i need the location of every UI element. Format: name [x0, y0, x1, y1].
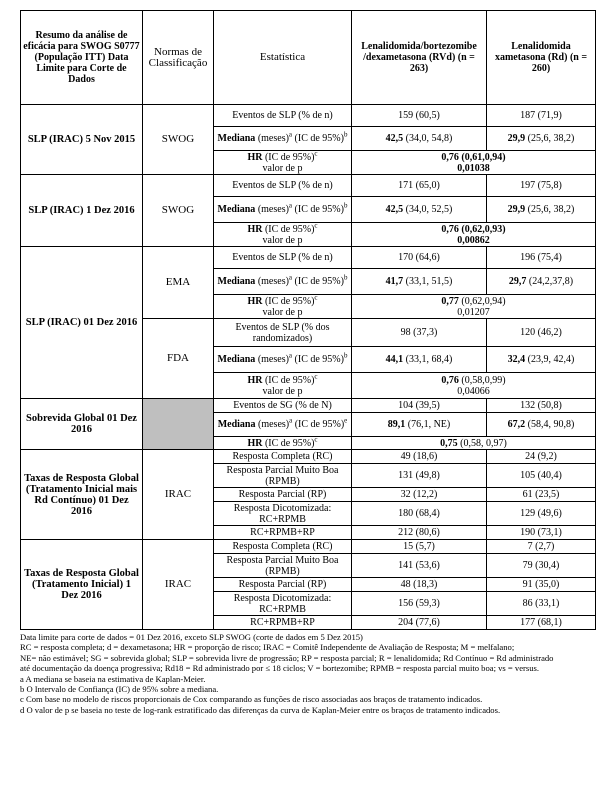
rvd-value: 48 (18,3): [352, 578, 487, 592]
rd-value: 79 (30,4): [487, 554, 596, 578]
rvd-value: 89,1 (76,1, NE): [352, 413, 487, 437]
hr-value: 0,77 (0,62,0,94) 0,01207: [352, 295, 596, 319]
rd-value: 196 (75,4): [487, 247, 596, 269]
rd-value: 7 (2,7): [487, 540, 596, 554]
rd-value: 187 (71,9): [487, 105, 596, 127]
stat-label: Mediana (meses)$^a$ (IC de 95%)$^b$: [214, 347, 352, 373]
stat-label: HR (IC de 95%)$^c$ valor de p: [214, 223, 352, 247]
rvd-value: 180 (68,4): [352, 502, 487, 526]
classification-label: SWOG: [143, 105, 214, 175]
rvd-value: 159 (60,5): [352, 105, 487, 127]
stat-label: Eventos de SLP (% de n): [214, 175, 352, 197]
header-statistic: Estatística: [214, 11, 352, 105]
group-label: SLP (IRAC) 5 Nov 2015: [21, 105, 143, 175]
group-label: Taxas de Resposta Global (Tratamento Inicial mais Rd Contínuo) 01 Dez 2016: [21, 450, 143, 540]
rd-value: 86 (33,1): [487, 592, 596, 616]
classification-label: FDA: [143, 319, 214, 399]
hr-value: 0,76 (0,61,0,94) 0,01038: [352, 151, 596, 175]
stat-label: RC+RPMB+RP: [214, 616, 352, 630]
stat-label: Resposta Dicotomizada: RC+RPMB: [214, 502, 352, 526]
stat-label: Resposta Parcial (RP): [214, 488, 352, 502]
header-rd: Lenalidomida xametasona (Rd) (n = 260): [487, 11, 596, 105]
classification-label: IRAC: [143, 450, 214, 540]
rd-value: 177 (68,1): [487, 616, 596, 630]
rvd-value: 156 (59,3): [352, 592, 487, 616]
rvd-value: 212 (80,6): [352, 526, 487, 540]
group-label: Sobrevida Global 01 Dez 2016: [21, 399, 143, 450]
rd-value: 190 (73,1): [487, 526, 596, 540]
rvd-value: 141 (53,6): [352, 554, 487, 578]
header-rvd: Lenalidomida/bortezomibe /dexametasona (RVd) (n = 263): [352, 11, 487, 105]
footnote: d O valor de p se baseia no teste de log-rank estratificado das diferenças da curva de Kaplan-Meier entre os braços de tratamento indicados.: [20, 704, 501, 715]
efficacy-table: [20, 10, 596, 630]
rvd-value: 171 (65,0): [352, 175, 487, 197]
rvd-value: 170 (64,6): [352, 247, 487, 269]
efficacy-summary-document: [20, 10, 595, 715]
stat-label: Mediana (meses)$^a$ (IC de 95%)$^b$: [214, 197, 352, 223]
rd-value: 32,4 (23,9, 42,4): [487, 347, 596, 373]
rvd-value: 42,5 (34,0, 52,5): [352, 197, 487, 223]
stat-label: HR (IC de 95%)$^c$: [214, 437, 352, 450]
header-summary: Resumo da análise de eficácia para SWOG S0777 (População ITT) Data Limite para Corte de Dados: [21, 11, 143, 105]
stat-label: Resposta Parcial (RP): [214, 578, 352, 592]
rd-value: 120 (46,2): [487, 319, 596, 347]
stat-label: Eventos de SLP (% dos randomizados): [214, 319, 352, 347]
rvd-value: 49 (18,6): [352, 450, 487, 464]
hr-value: 0,75 (0,58, 0,97): [352, 437, 596, 450]
stat-label: HR (IC de 95%)$^c$ valor de p: [214, 151, 352, 175]
group-label: SLP (IRAC) 1 Dez 2016: [21, 175, 143, 247]
rvd-value: 204 (77,6): [352, 616, 487, 630]
rvd-value: 104 (39,5): [352, 399, 487, 413]
rvd-value: 131 (49,8): [352, 464, 487, 488]
stat-label: Resposta Parcial Muito Boa (RPMB): [214, 464, 352, 488]
rvd-value: 98 (37,3): [352, 319, 487, 347]
header-classification: Normas de Classificação: [143, 11, 214, 105]
rd-value: 61 (23,5): [487, 488, 596, 502]
stat-label: HR (IC de 95%)$^c$ valor de p: [214, 373, 352, 399]
stat-label: Mediana (meses)$^a$ (IC de 95%)$^b$: [214, 269, 352, 295]
shaded-cell: [143, 399, 214, 450]
stat-label: Mediana (meses)$^a$ (IC de 95%)$^e$: [214, 413, 352, 437]
rd-value: 105 (40,4): [487, 464, 596, 488]
footnote: NE= não estimável; SG = sobrevida global; SLP = sobrevida livre de progressão; RP = resposta parcial; R = lenalidomida; Rd Contínuo = Rd administrado: [20, 652, 554, 663]
group-label: Taxas de Resposta Global (Tratamento Inicial) 1 Dez 2016: [21, 540, 143, 630]
stat-label: Eventos de SG (% de N): [214, 399, 352, 413]
table-row: [21, 399, 596, 413]
rd-value: 29,7 (24,2,37,8): [487, 269, 596, 295]
stat-label: Resposta Completa (RC): [214, 450, 352, 464]
table-row: [21, 540, 596, 554]
footnote: b O Intervalo de Confiança (IC) de 95% sobre a mediana.: [20, 684, 219, 695]
rd-value: 29,9 (25,6, 38,2): [487, 127, 596, 151]
rd-value: 132 (50,8): [487, 399, 596, 413]
table-row: [21, 450, 596, 464]
stat-label: HR (IC de 95%)$^c$ valor de p: [214, 295, 352, 319]
classification-label: IRAC: [143, 540, 214, 630]
rd-value: 67,2 (58,4, 90,8): [487, 413, 596, 437]
footnotes: [20, 632, 595, 715]
header-row: [21, 11, 596, 105]
rd-value: 29,9 (25,6, 38,2): [487, 197, 596, 223]
rd-value: 24 (9,2): [487, 450, 596, 464]
rvd-value: 44,1 (33,1, 68,4): [352, 347, 487, 373]
stat-label: Eventos de SLP (% de n): [214, 247, 352, 269]
hr-value: 0,76 (0,58,0,99) 0,04066: [352, 373, 596, 399]
stat-label: Resposta Parcial Muito Boa (RPMB): [214, 554, 352, 578]
group-label: SLP (IRAC) 01 Dez 2016: [21, 247, 143, 399]
rd-value: 197 (75,8): [487, 175, 596, 197]
hr-value: 0,76 (0,62,0,93) 0,00862: [352, 223, 596, 247]
table-row: [21, 175, 596, 197]
footnote: RC = resposta completa; d = dexametasona; HR = proporção de risco; IRAC = Comitê Independente de Avaliação de Resposta; M = melfalano;: [20, 642, 515, 653]
stat-label: Eventos de SLP (% de n): [214, 105, 352, 127]
stat-label: Resposta Completa (RC): [214, 540, 352, 554]
rd-value: 91 (35,0): [487, 578, 596, 592]
footnote: Data limite para corte de dados = 01 Dez 2016, exceto SLP SWOG (corte de dados em 5 Dez 2015): [20, 632, 363, 642]
stat-label: RC+RPMB+RP: [214, 526, 352, 540]
rvd-value: 32 (12,2): [352, 488, 487, 502]
table-row: [21, 105, 596, 127]
classification-label: SWOG: [143, 175, 214, 247]
footnote: a A mediana se baseia na estimativa de Kaplan-Meier.: [20, 673, 206, 684]
footnote: c Com base no modelo de riscos proporcionais de Cox comparando as funções de risco associadas aos braços de tratamento indicados.: [20, 694, 483, 705]
table-row: [21, 247, 596, 269]
stat-label: Resposta Dicotomizada: RC+RPMB: [214, 592, 352, 616]
rvd-value: 15 (5,7): [352, 540, 487, 554]
classification-label: EMA: [143, 247, 214, 319]
rvd-value: 42,5 (34,0, 54,8): [352, 127, 487, 151]
rd-value: 129 (49,6): [487, 502, 596, 526]
footnote: até documentação da doença progressiva; Rd18 = Rd administrado por ≤ 18 ciclos; V = bortezomibe; RPMB = resposta parcial muito boa; vs = versus.: [20, 663, 540, 674]
stat-label: Mediana (meses)$^a$ (IC de 95%)$^b$: [214, 127, 352, 151]
rvd-value: 41,7 (33,1, 51,5): [352, 269, 487, 295]
